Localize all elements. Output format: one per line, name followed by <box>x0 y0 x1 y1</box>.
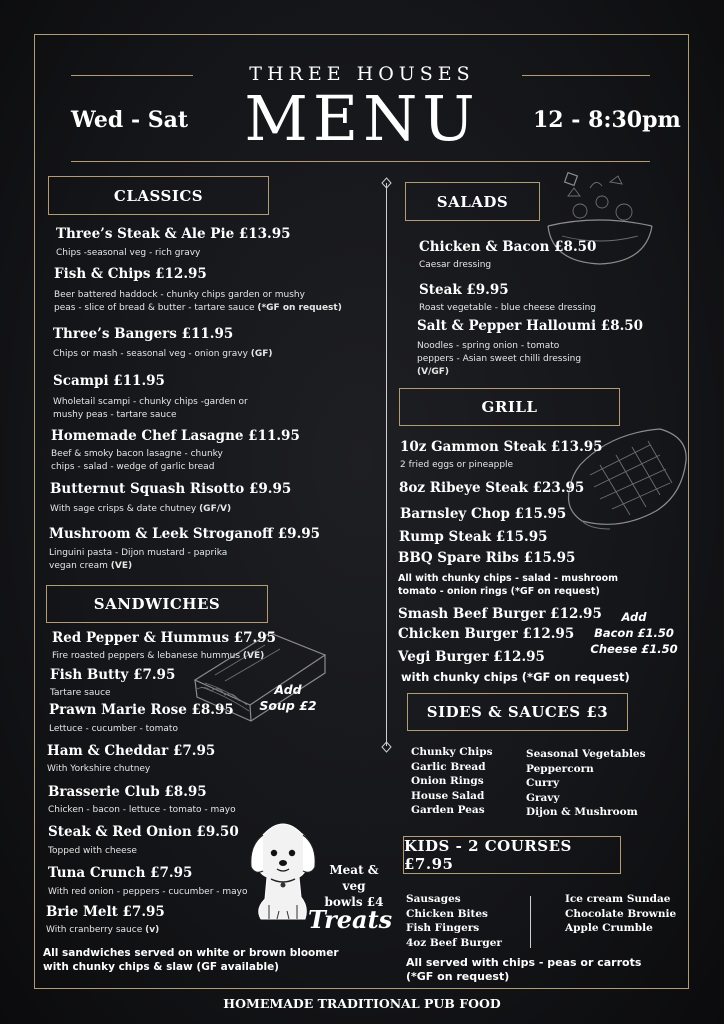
list-item: Garlic Bread <box>411 760 486 773</box>
add-soup-label: Add Soup £2 <box>259 682 317 713</box>
menu-item-brie-melt: Brie Melt £7.95 <box>46 904 165 920</box>
column-divider <box>386 183 387 746</box>
menu-item-desc: Chips -seasonal veg - rich gravy <box>56 248 201 258</box>
sauces-list <box>526 747 646 820</box>
menu-item-steak-red-onion: Steak & Red Onion £9.50 <box>48 824 239 840</box>
kids-note: All served with chips - peas or carrots (*GF on request) <box>406 956 642 983</box>
menu-item-vegi-burger: Vegi Burger £12.95 <box>398 649 545 665</box>
list-item: Ice cream Sundae <box>565 893 671 905</box>
menu-item-desc: With sage crisps & date chutney (GF/V) <box>50 504 232 514</box>
menu-item-stroganoff: Mushroom & Leek Stroganoff £9.95 <box>49 526 321 542</box>
list-item: Fish Fingers <box>406 922 480 934</box>
header-rule-bottom <box>71 161 650 162</box>
list-item: Chunky Chips <box>411 746 493 758</box>
brand-name: THREE HOUSES <box>249 63 475 85</box>
menu-item-smash-burger: Smash Beef Burger £12.95 <box>398 606 602 622</box>
kids-heading: KIDS - 2 COURSES £7.95 <box>403 836 621 874</box>
list-item: Seasonal Vegetables <box>526 748 646 760</box>
add-extras-label: Add Bacon £1.50 Cheese £1.50 <box>590 610 678 656</box>
menu-item-prawn-marie-rose: Prawn Marie Rose £8.95 <box>49 702 234 718</box>
menu-item-steak-ale-pie: Three’s Steak & Ale Pie £13.95 <box>56 226 291 242</box>
sides-heading: SIDES & SAUCES £3 <box>407 693 628 731</box>
list-item: Apple Crumble <box>565 922 653 934</box>
menu-item-desc: With Yorkshire chutney <box>47 764 151 774</box>
menu-item-barnsley-chop: Barnsley Chop £15.95 <box>400 506 567 522</box>
menu-item-desc: Topped with cheese <box>48 846 137 856</box>
sides-list <box>411 745 493 818</box>
menu-item-desc: Caesar dressing <box>419 260 492 270</box>
list-item: 4oz Beef Burger <box>406 936 502 949</box>
menu-item-lasagne: Homemade Chef Lasagne £11.95 <box>51 428 300 444</box>
menu-item-chicken-burger: Chicken Burger £12.95 <box>398 626 575 642</box>
list-item: Sausages <box>406 893 461 905</box>
menu-item-desc: Chips or mash - seasonal veg - onion gravy (GF) <box>53 349 273 359</box>
menu-item-desc: Fire roasted peppers & lebanese hummus (VE) <box>52 651 265 661</box>
menu-item-desc: (V/GF) <box>417 367 450 377</box>
list-item: Chicken Bites <box>406 907 488 920</box>
menu-item-desc: peppers - Asian sweet chilli dressing <box>417 354 582 364</box>
divider-flourish-icon <box>379 176 394 190</box>
menu-item-desc: Chicken - bacon - lettuce - tomato - mayo <box>48 805 236 815</box>
menu-item-fish-chips: Fish & Chips £12.95 <box>54 266 207 282</box>
header-rule-left <box>71 75 193 76</box>
menu-item-bbq-ribs: BBQ Spare Ribs £15.95 <box>398 550 576 566</box>
menu-item-risotto: Butternut Squash Risotto £9.95 <box>50 481 292 497</box>
header-rule-right <box>522 75 650 76</box>
sandwiches-heading: SANDWICHES <box>46 585 268 623</box>
menu-item-tuna-crunch: Tuna Crunch £7.95 <box>48 865 193 881</box>
menu-item-desc: Beer battered haddock - chunky chips garden or mushy <box>54 290 305 300</box>
dog-bowls-label: Meat & veg bowls £4 <box>324 863 384 909</box>
menu-item-desc: peas - slice of bread & butter - tartare sauce (*GF on request) <box>54 303 342 313</box>
menu-item-desc: Beef & smoky bacon lasagne - chunky <box>51 449 223 459</box>
menu-item-desc: 2 fried eggs or pineapple <box>400 460 514 470</box>
list-item: Chocolate Brownie <box>565 907 677 920</box>
list-item: Curry <box>526 777 560 789</box>
kids-desserts-list <box>565 892 676 936</box>
menu-item-desc: chips - salad - wedge of garlic bread <box>51 462 215 472</box>
list-item: Gravy <box>526 791 560 804</box>
list-item: House Salad <box>411 789 485 802</box>
list-item: Garden Peas <box>411 804 485 816</box>
menu-item-ribeye-steak: 8oz Ribeye Steak £23.95 <box>399 480 585 496</box>
grill-note: All with chunky chips - salad - mushroom tomato - onion rings (*GF on request) <box>398 573 619 597</box>
menu-item-desc: With red onion - peppers - cucumber - mayo <box>48 887 248 897</box>
page-title: MENU <box>244 82 480 155</box>
burger-note: with chunky chips (*GF on request) <box>401 670 630 684</box>
menu-item-desc: With cranberry sauce (v) <box>46 925 160 935</box>
menu-item-brasserie-club: Brasserie Club £8.95 <box>48 784 207 800</box>
footer-tagline: HOMEMADE TRADITIONAL PUB FOOD <box>223 996 501 1011</box>
menu-item-gammon-steak: 10z Gammon Steak £13.95 <box>400 439 603 455</box>
menu-item-desc: mushy peas - tartare sauce <box>53 410 177 420</box>
list-item: Peppercorn <box>526 762 594 775</box>
kids-mains-list <box>406 892 502 950</box>
treats-label: Treats <box>308 905 393 934</box>
menu-item-desc: Linguini pasta - Dijon mustard - paprika <box>49 548 228 558</box>
opening-hours: 12 - 8:30pm <box>533 107 681 133</box>
grill-heading: GRILL <box>399 388 620 426</box>
menu-item-red-pepper-hummus: Red Pepper & Hummus £7.95 <box>52 630 277 646</box>
menu-item-ham-cheddar: Ham & Cheddar £7.95 <box>47 743 216 759</box>
menu-item-scampi: Scampi £11.95 <box>53 373 165 389</box>
opening-days: Wed - Sat <box>71 107 189 133</box>
menu-item-desc: Lettuce - cucumber - tomato <box>49 724 178 734</box>
menu-item-desc: Roast vegetable - blue cheese dressing <box>419 303 597 313</box>
list-item: Onion Rings <box>411 775 484 787</box>
menu-item-desc: Wholetail scampi - chunky chips -garden or <box>53 397 248 407</box>
kids-divider <box>530 896 531 948</box>
classics-heading: CLASSICS <box>48 176 269 215</box>
menu-item-desc: Noodles - spring onion - tomato <box>417 341 560 351</box>
list-item: Dijon & Mushroom <box>526 806 638 818</box>
menu-item-chicken-bacon: Chicken & Bacon £8.50 <box>419 239 597 255</box>
menu-item-fish-butty: Fish Butty £7.95 <box>50 667 176 683</box>
menu-item-bangers: Three’s Bangers £11.95 <box>53 326 234 342</box>
divider-flourish-icon <box>379 740 394 754</box>
salads-heading: SALADS <box>405 182 540 221</box>
sandwiches-note: All sandwiches served on white or brown bloomer with chunky chips & slaw (GF available) <box>43 947 339 973</box>
menu-item-rump-steak: Rump Steak £15.95 <box>399 529 548 545</box>
menu-item-steak-salad: Steak £9.95 <box>419 282 509 298</box>
menu-item-desc: Tartare sauce <box>50 688 111 698</box>
menu-item-halloumi: Salt & Pepper Halloumi £8.50 <box>417 318 644 334</box>
menu-item-desc: vegan cream (VE) <box>49 561 133 571</box>
